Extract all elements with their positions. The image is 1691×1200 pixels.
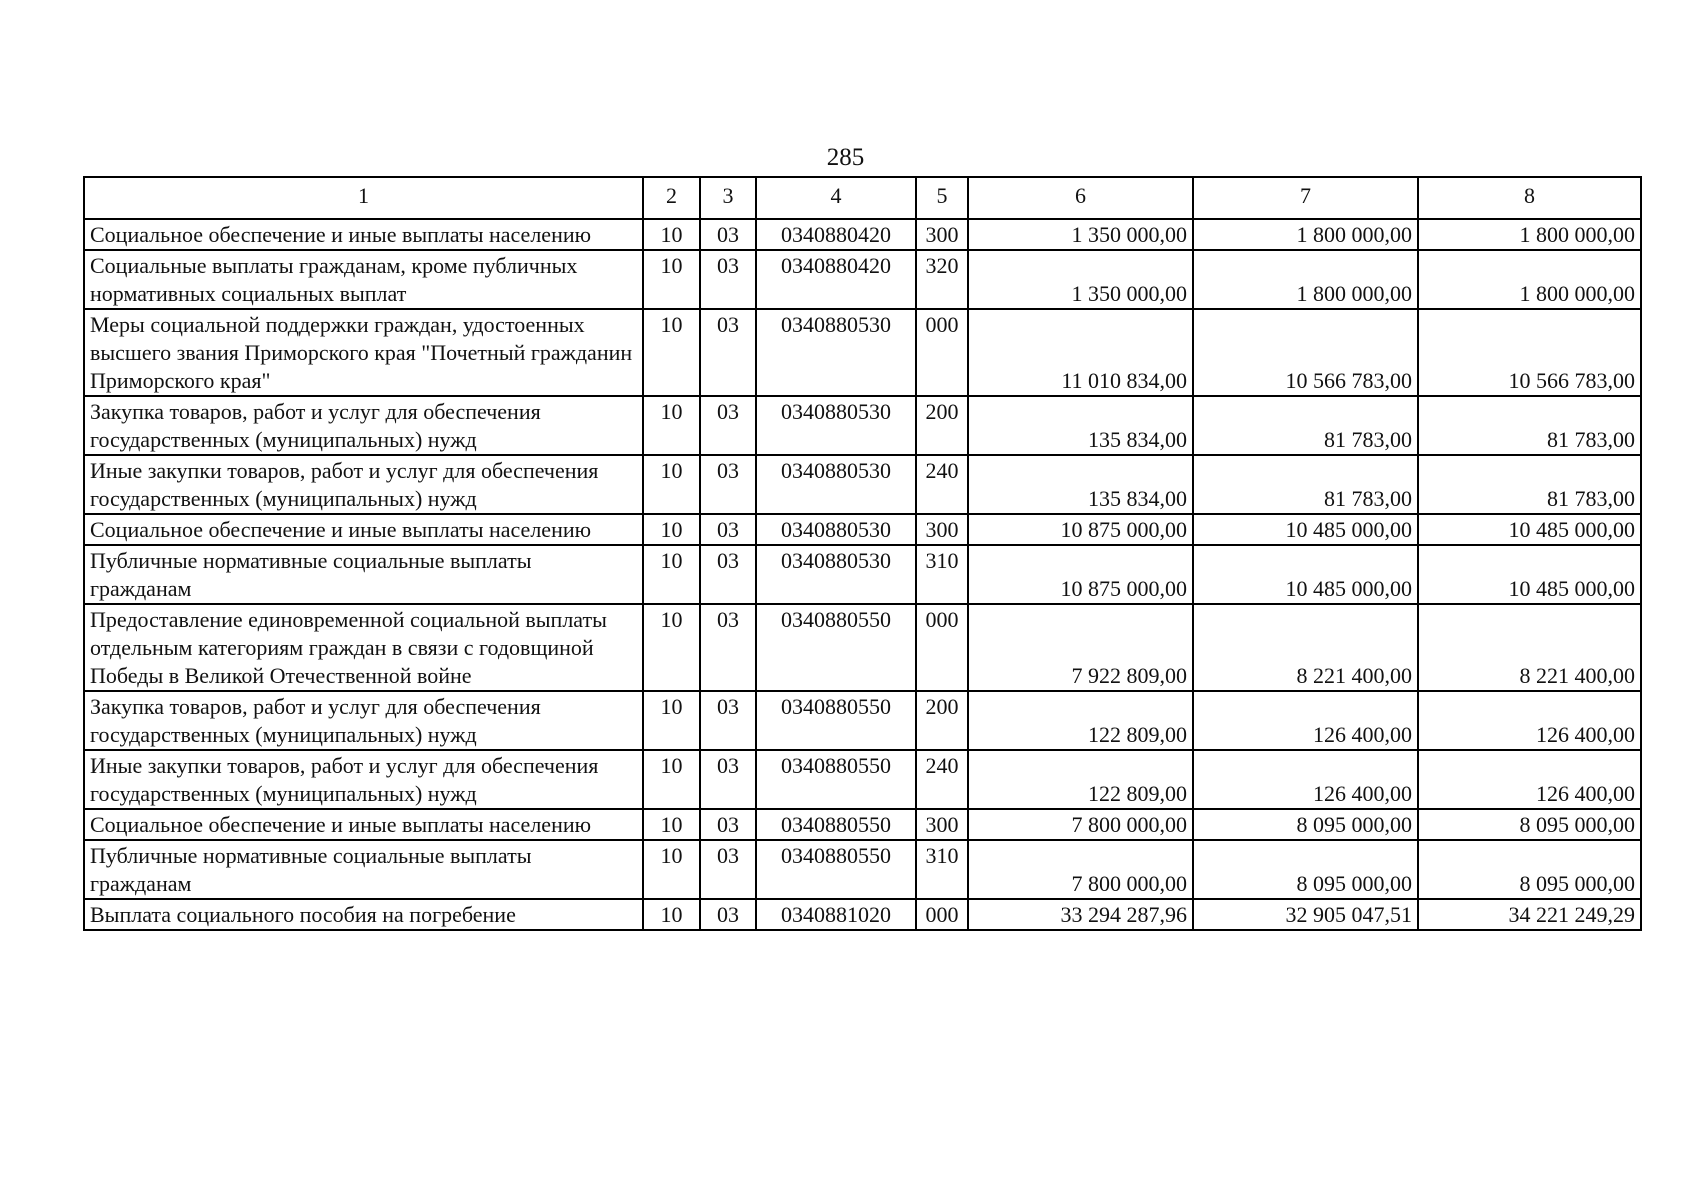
target-article-cell: 0340881020	[756, 899, 916, 930]
row-name-cell: Социальное обеспечение и иные выплаты населению	[84, 514, 643, 545]
expense-type-cell: 200	[916, 691, 968, 750]
subsection-code-cell: 03	[700, 691, 756, 750]
subsection-code-cell: 03	[700, 809, 756, 840]
amount-col6-cell: 33 294 287,96	[968, 899, 1193, 930]
amount-col6-cell: 135 834,00	[968, 455, 1193, 514]
row-name-cell: Предоставление единовременной социальной выплаты отдельным категориям граждан в связи с годовщиной Победы в Великой Отечественной войне	[84, 604, 643, 691]
section-code-cell: 10	[643, 219, 700, 250]
target-article-cell: 0340880550	[756, 691, 916, 750]
amount-col6-cell: 10 875 000,00	[968, 545, 1193, 604]
subsection-code-cell: 03	[700, 396, 756, 455]
subsection-code-cell: 03	[700, 545, 756, 604]
amount-col6-cell: 135 834,00	[968, 396, 1193, 455]
target-article-cell: 0340880550	[756, 840, 916, 899]
row-name-cell: Выплата социального пособия на погребение	[84, 899, 643, 930]
table-row	[84, 396, 1641, 455]
target-article-cell: 0340880530	[756, 545, 916, 604]
expense-type-cell: 240	[916, 455, 968, 514]
column-header: 3	[700, 177, 756, 219]
section-code-cell: 10	[643, 396, 700, 455]
amount-col8-cell: 34 221 249,29	[1418, 899, 1641, 930]
amount-col7-cell: 10 485 000,00	[1193, 514, 1418, 545]
table-row	[84, 514, 1641, 545]
target-article-cell: 0340880530	[756, 514, 916, 545]
table-row	[84, 809, 1641, 840]
amount-col8-cell: 1 800 000,00	[1418, 219, 1641, 250]
amount-col6-cell: 7 922 809,00	[968, 604, 1193, 691]
column-header: 1	[84, 177, 643, 219]
column-header: 4	[756, 177, 916, 219]
amount-col6-cell: 1 350 000,00	[968, 219, 1193, 250]
budget-table	[83, 176, 1642, 931]
row-name-cell: Публичные нормативные социальные выплаты гражданам	[84, 840, 643, 899]
amount-col6-cell: 122 809,00	[968, 691, 1193, 750]
amount-col6-cell: 7 800 000,00	[968, 809, 1193, 840]
section-code-cell: 10	[643, 840, 700, 899]
table-row	[84, 899, 1641, 930]
amount-col7-cell: 126 400,00	[1193, 750, 1418, 809]
amount-col8-cell: 81 783,00	[1418, 455, 1641, 514]
row-name-cell: Меры социальной поддержки граждан, удостоенных высшего звания Приморского края "Почетный гражданин Приморского края"	[84, 309, 643, 396]
target-article-cell: 0340880420	[756, 219, 916, 250]
amount-col7-cell: 8 095 000,00	[1193, 809, 1418, 840]
amount-col8-cell: 8 221 400,00	[1418, 604, 1641, 691]
row-name-cell: Социальные выплаты гражданам, кроме публичных нормативных социальных выплат	[84, 250, 643, 309]
target-article-cell: 0340880550	[756, 604, 916, 691]
amount-col7-cell: 32 905 047,51	[1193, 899, 1418, 930]
amount-col8-cell: 8 095 000,00	[1418, 840, 1641, 899]
expense-type-cell: 000	[916, 309, 968, 396]
table-row	[84, 309, 1641, 396]
row-name-cell: Закупка товаров, работ и услуг для обеспечения государственных (муниципальных) нужд	[84, 691, 643, 750]
table-row	[84, 545, 1641, 604]
row-name-cell: Социальное обеспечение и иные выплаты населению	[84, 219, 643, 250]
section-code-cell: 10	[643, 250, 700, 309]
section-code-cell: 10	[643, 455, 700, 514]
amount-col7-cell: 81 783,00	[1193, 396, 1418, 455]
row-name-cell: Публичные нормативные социальные выплаты гражданам	[84, 545, 643, 604]
amount-col8-cell: 126 400,00	[1418, 750, 1641, 809]
subsection-code-cell: 03	[700, 514, 756, 545]
expense-type-cell: 240	[916, 750, 968, 809]
expense-type-cell: 000	[916, 899, 968, 930]
amount-col6-cell: 10 875 000,00	[968, 514, 1193, 545]
expense-type-cell: 300	[916, 514, 968, 545]
table-row	[84, 604, 1641, 691]
amount-col7-cell: 8 221 400,00	[1193, 604, 1418, 691]
amount-col6-cell: 11 010 834,00	[968, 309, 1193, 396]
row-name-cell: Социальное обеспечение и иные выплаты населению	[84, 809, 643, 840]
expense-type-cell: 000	[916, 604, 968, 691]
target-article-cell: 0340880530	[756, 309, 916, 396]
expense-type-cell: 310	[916, 545, 968, 604]
amount-col8-cell: 1 800 000,00	[1418, 250, 1641, 309]
amount-col6-cell: 122 809,00	[968, 750, 1193, 809]
table-row	[84, 840, 1641, 899]
amount-col7-cell: 81 783,00	[1193, 455, 1418, 514]
amount-col8-cell: 10 566 783,00	[1418, 309, 1641, 396]
target-article-cell: 0340880420	[756, 250, 916, 309]
column-header: 6	[968, 177, 1193, 219]
page-number: 285	[826, 144, 865, 171]
section-code-cell: 10	[643, 750, 700, 809]
table-row	[84, 250, 1641, 309]
header-row	[84, 177, 1641, 219]
column-header: 5	[916, 177, 968, 219]
target-article-cell: 0340880530	[756, 455, 916, 514]
subsection-code-cell: 03	[700, 750, 756, 809]
table-row	[84, 691, 1641, 750]
expense-type-cell: 300	[916, 809, 968, 840]
column-header: 7	[1193, 177, 1418, 219]
amount-col8-cell: 10 485 000,00	[1418, 545, 1641, 604]
subsection-code-cell: 03	[700, 840, 756, 899]
amount-col7-cell: 126 400,00	[1193, 691, 1418, 750]
row-name-cell: Закупка товаров, работ и услуг для обеспечения государственных (муниципальных) нужд	[84, 396, 643, 455]
amount-col8-cell: 8 095 000,00	[1418, 809, 1641, 840]
subsection-code-cell: 03	[700, 604, 756, 691]
section-code-cell: 10	[643, 809, 700, 840]
subsection-code-cell: 03	[700, 219, 756, 250]
section-code-cell: 10	[643, 691, 700, 750]
amount-col7-cell: 8 095 000,00	[1193, 840, 1418, 899]
amount-col8-cell: 10 485 000,00	[1418, 514, 1641, 545]
amount-col7-cell: 1 800 000,00	[1193, 219, 1418, 250]
expense-type-cell: 300	[916, 219, 968, 250]
expense-type-cell: 200	[916, 396, 968, 455]
section-code-cell: 10	[643, 604, 700, 691]
section-code-cell: 10	[643, 309, 700, 396]
amount-col7-cell: 1 800 000,00	[1193, 250, 1418, 309]
expense-type-cell: 320	[916, 250, 968, 309]
subsection-code-cell: 03	[700, 899, 756, 930]
section-code-cell: 10	[643, 899, 700, 930]
row-name-cell: Иные закупки товаров, работ и услуг для обеспечения государственных (муниципальных) нужд	[84, 455, 643, 514]
subsection-code-cell: 03	[700, 309, 756, 396]
amount-col7-cell: 10 566 783,00	[1193, 309, 1418, 396]
amount-col8-cell: 81 783,00	[1418, 396, 1641, 455]
amount-col6-cell: 7 800 000,00	[968, 840, 1193, 899]
section-code-cell: 10	[643, 545, 700, 604]
amount-col8-cell: 126 400,00	[1418, 691, 1641, 750]
amount-col6-cell: 1 350 000,00	[968, 250, 1193, 309]
row-name-cell: Иные закупки товаров, работ и услуг для обеспечения государственных (муниципальных) нужд	[84, 750, 643, 809]
column-header: 8	[1418, 177, 1641, 219]
table-row	[84, 750, 1641, 809]
target-article-cell: 0340880530	[756, 396, 916, 455]
amount-col7-cell: 10 485 000,00	[1193, 545, 1418, 604]
subsection-code-cell: 03	[700, 250, 756, 309]
section-code-cell: 10	[643, 514, 700, 545]
table-row	[84, 219, 1641, 250]
target-article-cell: 0340880550	[756, 750, 916, 809]
target-article-cell: 0340880550	[756, 809, 916, 840]
column-header: 2	[643, 177, 700, 219]
expense-type-cell: 310	[916, 840, 968, 899]
subsection-code-cell: 03	[700, 455, 756, 514]
table-row	[84, 455, 1641, 514]
